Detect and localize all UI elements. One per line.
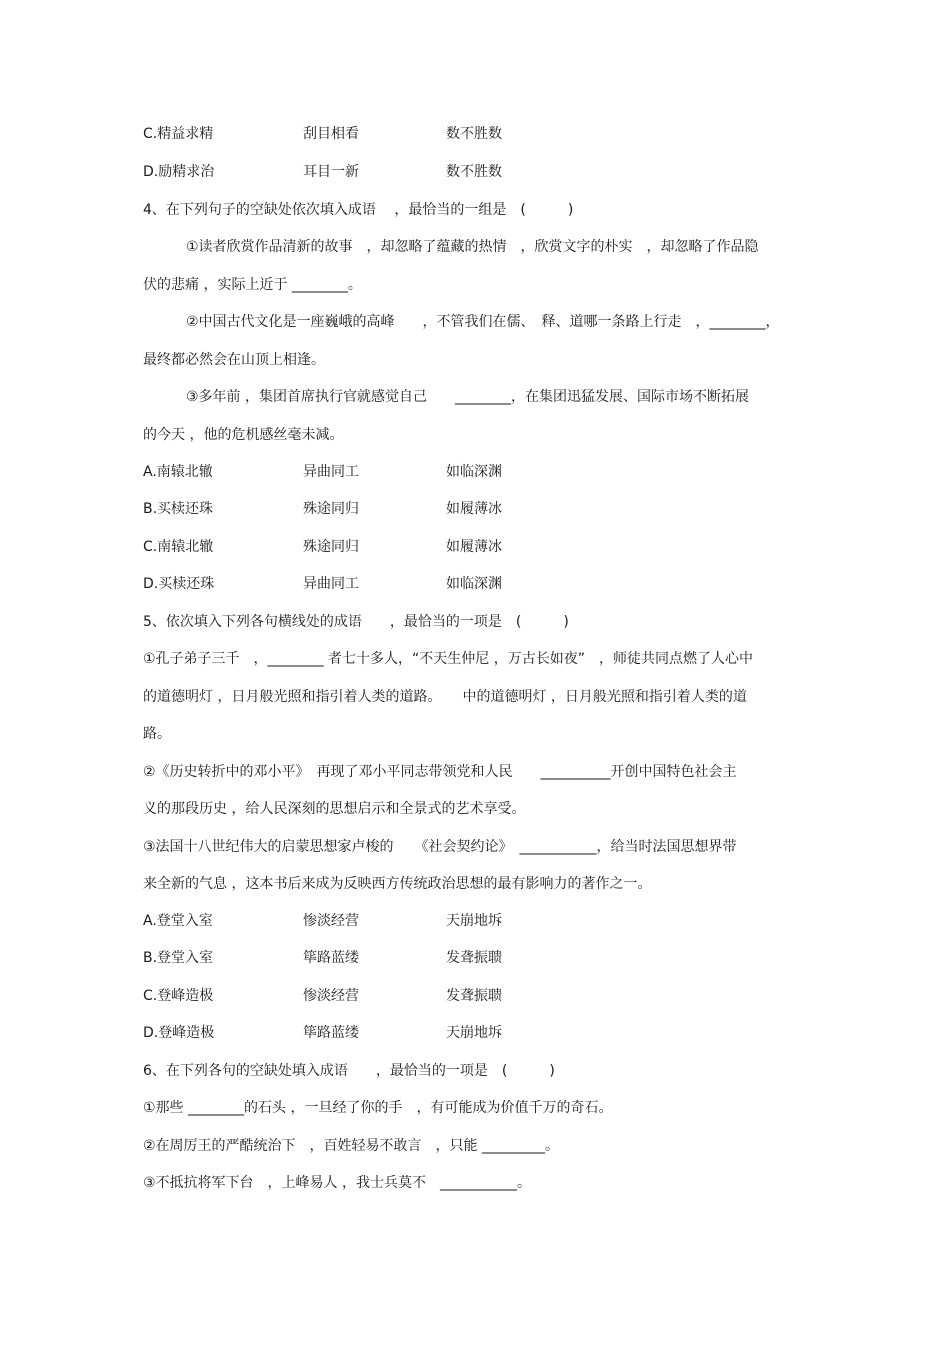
q6-sentence-1: ①那些 ________的石头 ，一旦经了你的手 ，有可能成为价值千万的奇石。 <box>143 1100 613 1116</box>
q3-option-d <box>143 162 603 182</box>
option-idiom-2: 发聋振聩 <box>446 950 502 966</box>
q5-sentence-1-cont: 的道德明灯 ，日月般光照和指引着人类的道路。 中的道德明灯 ，日月般光照和指引着人类的道 <box>143 689 747 705</box>
option-idiom-1: 惨淡经营 <box>303 988 359 1004</box>
option-label: D.登峰造极 <box>143 1025 215 1041</box>
q4-option-d <box>143 574 603 594</box>
option-label: C.精益求精 <box>143 126 214 142</box>
q5-option-c <box>143 986 603 1006</box>
q4-stem: 4、在下列句子的空缺处依次填入成语 ，最恰当的一组是 ( ) <box>143 202 574 218</box>
q5-sentence-1-end: 路。 <box>143 726 171 742</box>
q5-option-d <box>143 1023 603 1043</box>
option-label: B.登堂入室 <box>143 950 214 966</box>
q4-sentence-2: ②中国古代文化是一座巍峨的高峰 ，不管我们在儒、 释、道哪一条路上行走 ，________， <box>186 314 780 330</box>
q4-sentence-1-cont: 伏的悲痛 ，实际上近于 ________。 <box>143 277 362 293</box>
q4-option-a <box>143 462 603 482</box>
option-idiom-1: 筚路蓝缕 <box>303 950 359 966</box>
q5-sentence-1: ①孔子弟子三千 ，________ 者七十多人，“不天生仲尼 ，万古长如夜” ，师徒共同点燃了人心中 <box>143 651 753 667</box>
option-label: C.南辕北辙 <box>143 539 214 555</box>
option-idiom-1: 异曲同工 <box>303 576 359 592</box>
q6-stem: 6、在下列各句的空缺处填入成语 ，最恰当的一项是 ( ) <box>143 1063 555 1079</box>
option-idiom-2: 发聋振聩 <box>446 988 502 1004</box>
option-label: A.南辕北辙 <box>143 464 213 480</box>
q5-sentence-3-cont: 来全新的气息 ，这本书后来成为反映西方传统政治思想的最有影响力的著作之一。 <box>143 876 652 892</box>
q4-sentence-2-cont: 最终都必然会在山顶上相逢。 <box>143 352 325 368</box>
q3-option-c <box>143 124 603 144</box>
option-idiom-2: 如履薄冰 <box>446 501 502 517</box>
option-idiom-1: 异曲同工 <box>303 464 359 480</box>
option-idiom-2: 如临深渊 <box>446 464 502 480</box>
option-idiom-1: 殊途同归 <box>303 539 359 555</box>
q6-sentence-2: ②在周厉王的严酷统治下 ，百姓轻易不敢言 ，只能 _________。 <box>143 1138 559 1154</box>
q5-option-a <box>143 911 603 931</box>
option-idiom-1: 惨淡经营 <box>303 913 359 929</box>
option-idiom-2: 天崩地坼 <box>446 1025 502 1041</box>
option-label: B.买椟还珠 <box>143 501 214 517</box>
q5-sentence-2: ②《历史转折中的邓小平》 再现了邓小平同志带领党和人民 __________开创中国特色社会主 <box>143 764 737 780</box>
q6-sentence-3: ③不抵抗将军下台 ，上峰易人 ，我士兵莫不 ___________。 <box>143 1175 531 1191</box>
option-label: A.登堂入室 <box>143 913 213 929</box>
option-idiom-1: 殊途同归 <box>303 501 359 517</box>
q4-option-c <box>143 537 603 557</box>
option-label: C.登峰造极 <box>143 988 214 1004</box>
q4-sentence-3: ③多年前 ，集团首席执行官就感觉自己 ________，在集团迅猛发展、国际市场不断拓展 <box>186 389 749 405</box>
option-idiom-1: 筚路蓝缕 <box>303 1025 359 1041</box>
q5-sentence-3: ③法国十八世纪伟大的启蒙思想家卢梭的 《社会契约论》 ___________，给当时法国思想界带 <box>143 839 737 855</box>
option-idiom-1: 耳目一新 <box>303 164 359 180</box>
option-label: D.励精求治 <box>143 164 215 180</box>
option-label: D.买椟还珠 <box>143 576 215 592</box>
option-idiom-2: 如履薄冰 <box>446 539 502 555</box>
q4-option-b <box>143 499 603 519</box>
option-idiom-2: 如临深渊 <box>446 576 502 592</box>
q5-stem: 5、依次填入下列各句横线处的成语 ，最恰当的一项是 ( ) <box>143 614 569 630</box>
q5-option-b <box>143 948 603 968</box>
option-idiom-2: 数不胜数 <box>446 126 502 142</box>
option-idiom-1: 刮目相看 <box>303 126 359 142</box>
option-idiom-2: 天崩地坼 <box>446 913 502 929</box>
q4-sentence-1: ①读者欣赏作品清新的故事 ，却忽略了蕴藏的热情 ，欣赏文字的朴实 ，却忽略了作品隐 <box>186 239 759 255</box>
q5-sentence-2-cont: 义的那段历史 ，给人民深刻的思想启示和全景式的艺术享受。 <box>143 801 526 817</box>
q4-sentence-3-cont: 的今天 ，他的危机感丝毫未减。 <box>143 427 344 443</box>
option-idiom-2: 数不胜数 <box>446 164 502 180</box>
